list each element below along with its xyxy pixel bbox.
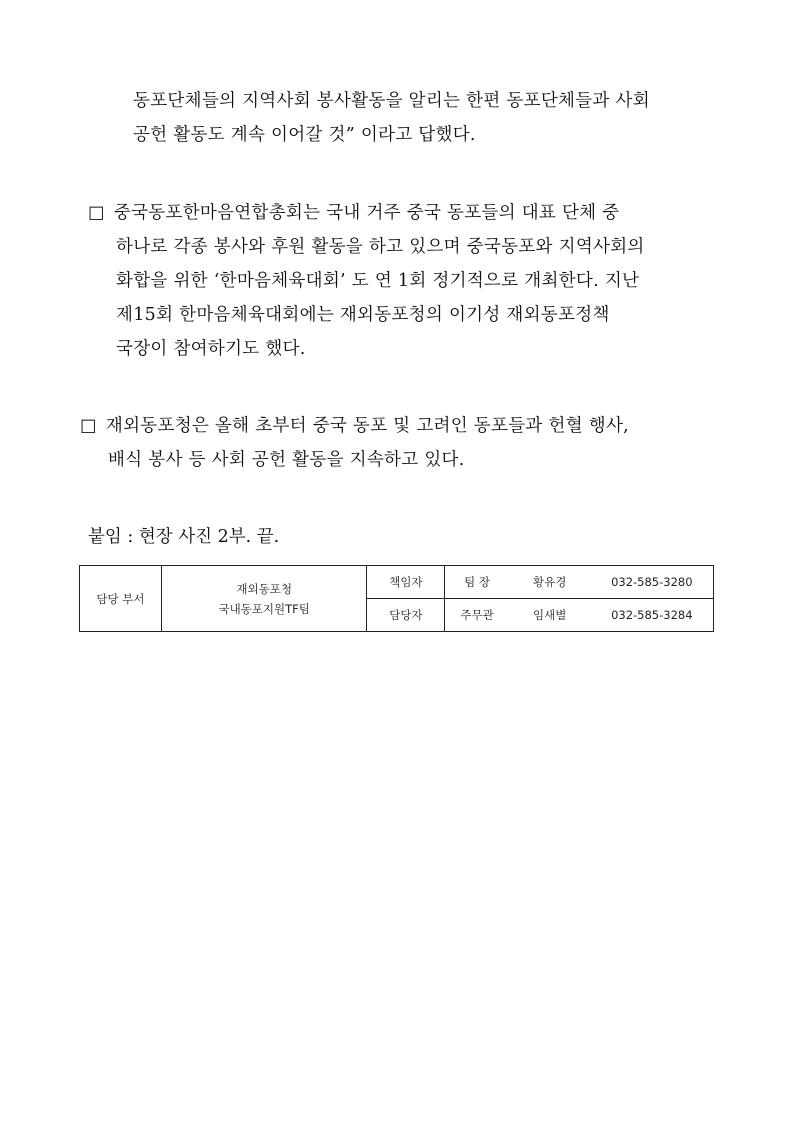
contact-role: 담당자 (367, 599, 445, 632)
paragraph-line: 공헌 활동도 계속 이어갈 것” 이라고 답했다. (133, 125, 476, 145)
paragraph-line: 국장이 참여하기도 했다. (116, 339, 306, 359)
paragraph-line: 화합을 위한 ‘한마음체육대회’ 도 연 1회 정기적으로 개최한다. 지난 (116, 271, 640, 291)
attachment-note: 붙임 : 현장 사진 2부. 끝. (88, 527, 280, 547)
contact-role: 책임자 (367, 566, 445, 599)
contact-name: 임새별 (509, 599, 591, 632)
paragraph-china-association (88, 196, 728, 366)
paragraph-line: 동포단체들의 지역사회 봉사활동을 알리는 한편 동포단체들과 사회 (133, 91, 650, 111)
contact-name: 황유경 (509, 566, 591, 599)
checkbox-bullet-icon: □ (80, 416, 97, 436)
paragraph-continued (133, 84, 733, 152)
dept-header: 담당 부서 (80, 566, 162, 632)
paragraph-line: 배식 봉사 등 사회 공헌 활동을 지속하고 있다. (108, 450, 465, 470)
paragraph-overseas-agency (80, 409, 730, 477)
contact-phone: 032-585-3280 (591, 566, 714, 599)
checkbox-bullet-icon: □ (88, 203, 105, 223)
paragraph-line: 제15회 한마음체육대회에는 재외동포청의 이기성 재외동포정책 (116, 305, 610, 325)
dept-name: 재외동포청 국내동포지원TF팀 (161, 566, 367, 632)
contact-table (79, 565, 714, 632)
contact-title: 주무관 (445, 599, 509, 632)
contact-title: 팀 장 (445, 566, 509, 599)
paragraph-line: 하나로 각종 봉사와 후원 활동을 하고 있으며 중국동포와 지역사회의 (116, 237, 645, 257)
contact-phone: 032-585-3284 (591, 599, 714, 632)
paragraph-line: □ 중국동포한마음연합총회는 국내 거주 중국 동포들의 대표 단체 중 (88, 196, 728, 230)
paragraph-line: □ 재외동포청은 올해 초부터 중국 동포 및 고려인 동포들과 헌혈 행사, (80, 409, 730, 443)
contact-row (80, 566, 714, 599)
